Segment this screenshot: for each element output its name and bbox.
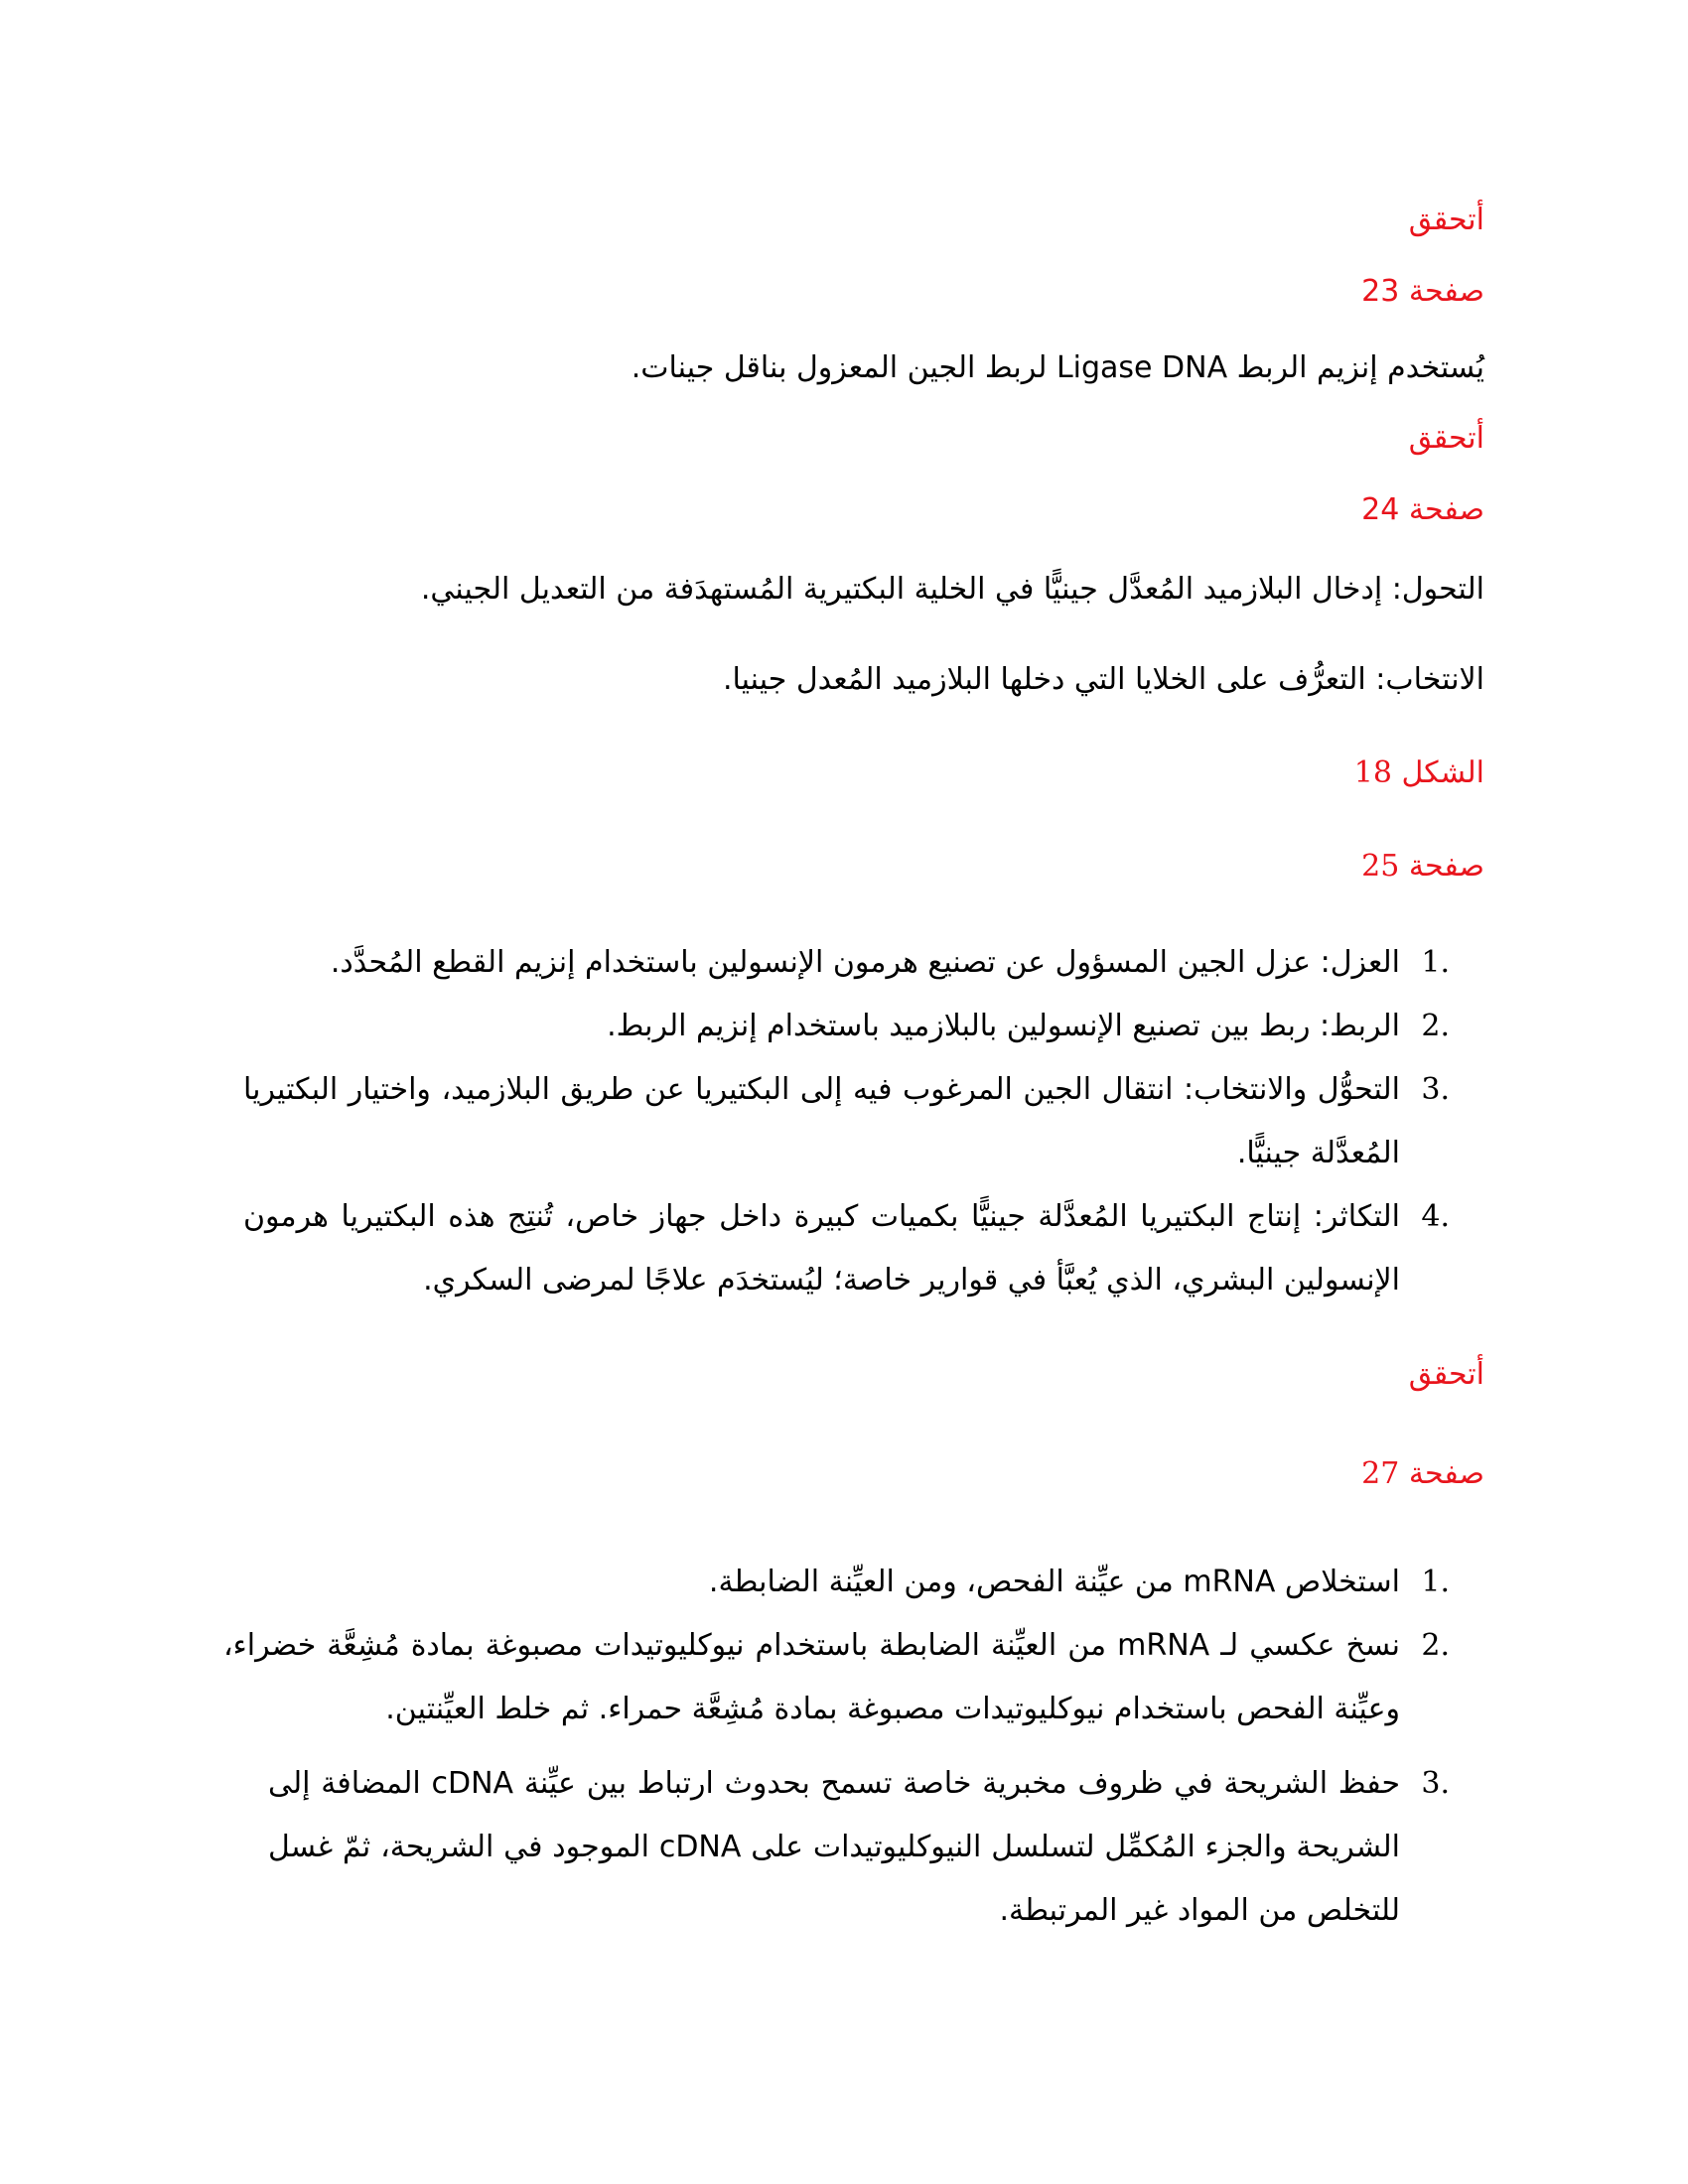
list-item-text: التحوُّل والانتخاب: انتقال الجين المرغوب فيه إلى البكتيريا عن طريق البلازميد، واختيار البكتيريا المُعدَّلة جينيًّا.: [243, 1072, 1400, 1170]
list-item-text: استخلاص mRNA من عيِّنة الفحص، ومن العيِّنة الضابطة.: [708, 1565, 1400, 1599]
list-item-text: حفظ الشريحة في ظروف مخبرية خاصة تسمح بحدوث ارتباط بين عيِّنة cDNA المضافة إلى الشريحة والجزء المُكمِّل لتسلسل النيوكليوتيدات على cDNA الموجود في الشريحة، ثمّ غسل للتخلص من المواد غير المرتبطة.: [268, 1766, 1401, 1928]
list-item: [243, 1185, 1450, 1312]
ligase-paragraph: يُستخدم إنزيم الربط Ligase DNA لربط الجين المعزول بناقل جينات.: [631, 350, 1484, 385]
list-item-text: نسخ عكسي لـ mRNA من العيِّنة الضابطة باستخدام نيوكليوتيدات مصبوغة بمادة مُشِعَّة خضراء، وعيِّنة الفحص باستخدام نيوكليوتيدات مصبوغة بمادة مُشِعَّة حمراء. ثم خلط العيِّنتين.: [223, 1628, 1400, 1726]
list-item: [298, 1551, 1450, 1614]
list-item-number: 1.: [1421, 1565, 1450, 1599]
list-item: [268, 1752, 1450, 1943]
check-heading-2: أتحقق: [1408, 421, 1484, 456]
list-item: [298, 995, 1450, 1058]
list-item: [298, 931, 1450, 995]
figure-18-heading: الشكل 18: [1353, 755, 1484, 790]
check-heading-3: أتحقق: [1408, 1357, 1484, 1392]
list-item-number: 2.: [1421, 1628, 1450, 1663]
list-item: [223, 1614, 1450, 1741]
transformation-paragraph: التحول: إدخال البلازميد المُعدَّل جينيًّا في الخلية البكتيرية المُستهدَفة من التعديل الجيني.: [420, 572, 1484, 607]
list-item-number: 3.: [1421, 1072, 1450, 1107]
page-ref-24: صفحة 24: [1361, 492, 1484, 527]
selection-paragraph: الانتخاب: التعرُّف على الخلايا التي دخلها البلازميد المُعدل جينيا.: [722, 662, 1484, 697]
list-item-text: الربط: ربط بين تصنيع الإنسولين بالبلازميد باستخدام إنزيم الربط.: [607, 1009, 1400, 1043]
check-heading-1: أتحقق: [1408, 203, 1484, 237]
list-item-number: 2.: [1421, 1009, 1450, 1043]
page-ref-23: صفحة 23: [1361, 274, 1484, 309]
page-ref-25: صفحة 25: [1361, 849, 1484, 884]
list-item-number: 4.: [1421, 1199, 1450, 1234]
list-item-number: 3.: [1421, 1766, 1450, 1801]
list-item-text: التكاثر: إنتاج البكتيريا المُعدَّلة جينيًّا بكميات كبيرة داخل جهاز خاص، تُنتِج هذه البكتيريا هرمون الإنسولين البشري، الذي يُعبَّأ في قوارير خاصة؛ ليُستخدَم علاجًا لمرضى السكري.: [243, 1199, 1400, 1297]
list-item: [243, 1058, 1450, 1185]
list-item-text: العزل: عزل الجين المسؤول عن تصنيع هرمون الإنسولين باستخدام إنزيم القطع المُحدَّد.: [330, 945, 1400, 980]
list-item-number: 1.: [1421, 945, 1450, 980]
page-ref-27: صفحة 27: [1361, 1456, 1484, 1491]
